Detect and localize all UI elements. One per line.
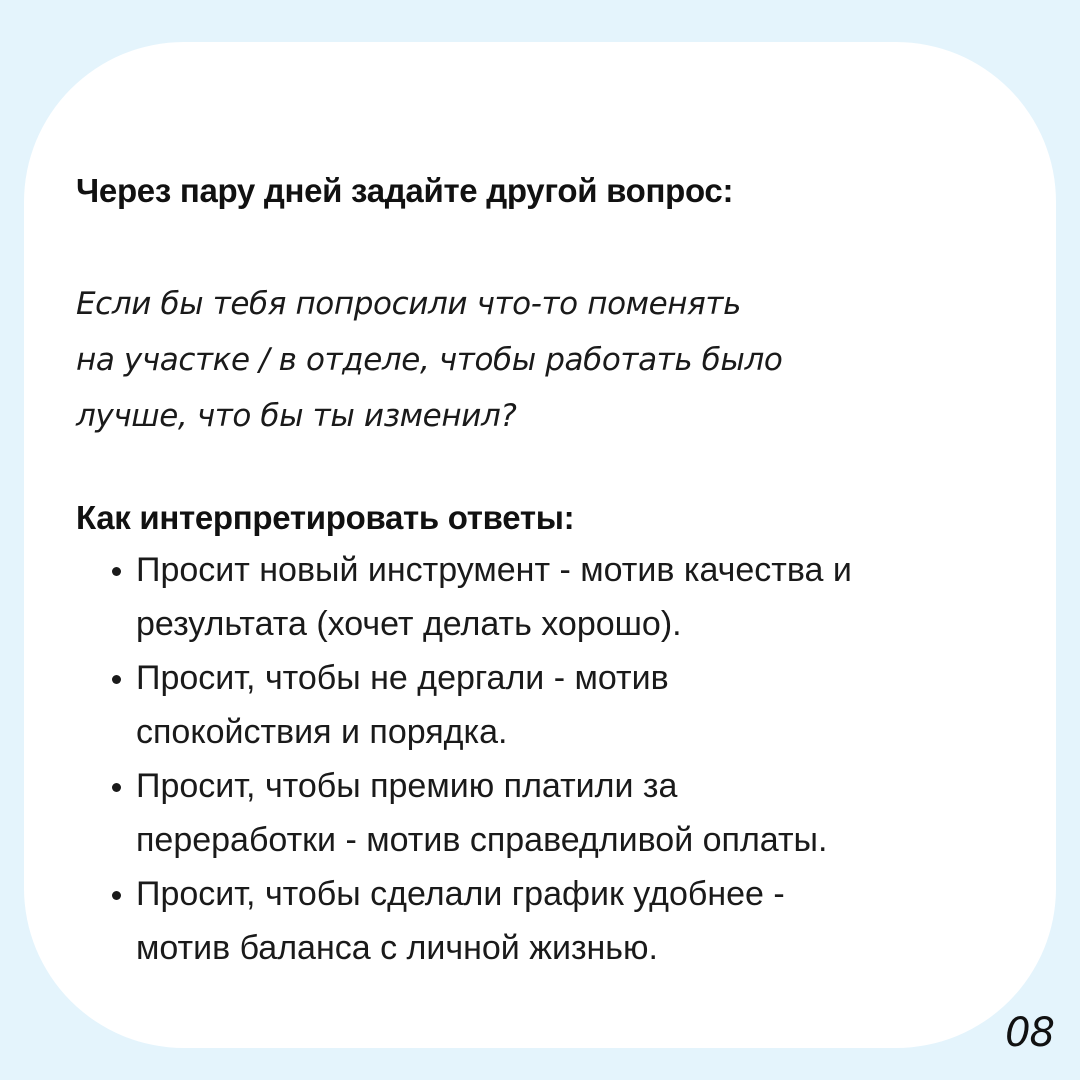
question-line: лучше, что бы ты изменил? xyxy=(76,398,517,434)
section-heading-question: Через пару дней задайте другой вопрос: xyxy=(76,172,734,209)
list-item-line: спокойствия и порядка. xyxy=(136,713,508,751)
bullet-icon xyxy=(112,567,121,576)
list-item xyxy=(106,759,852,867)
question-line: Если бы тебя попросили что-то поменять xyxy=(76,286,741,322)
question-text xyxy=(76,276,1016,444)
list-item-line: результата (хочет делать хорошо). xyxy=(136,605,682,643)
bullet-icon xyxy=(112,891,121,900)
list-item-line: переработки - мотив справедливой оплаты. xyxy=(136,821,828,859)
list-item-line: мотив баланса с личной жизнью. xyxy=(136,929,658,967)
section-heading-interpretation: Как интерпретировать ответы: xyxy=(76,499,575,536)
bullet-icon xyxy=(112,783,121,792)
list-item-line: Просит, чтобы сделали график удобнее - xyxy=(136,875,785,913)
question-line: на участке / в отделе, чтобы работать было xyxy=(76,342,783,378)
list-item-line: Просит новый инструмент - мотив качества и xyxy=(136,551,852,589)
list-item-line: Просит, чтобы не дергали - мотив xyxy=(136,659,669,697)
list-item xyxy=(106,651,852,759)
page-number: 08 xyxy=(1005,1010,1054,1056)
list-item-line: Просит, чтобы премию платили за xyxy=(136,767,678,805)
bullet-icon xyxy=(112,675,121,684)
list-item xyxy=(106,867,852,975)
interpretation-list xyxy=(106,543,852,975)
list-item xyxy=(106,543,852,651)
